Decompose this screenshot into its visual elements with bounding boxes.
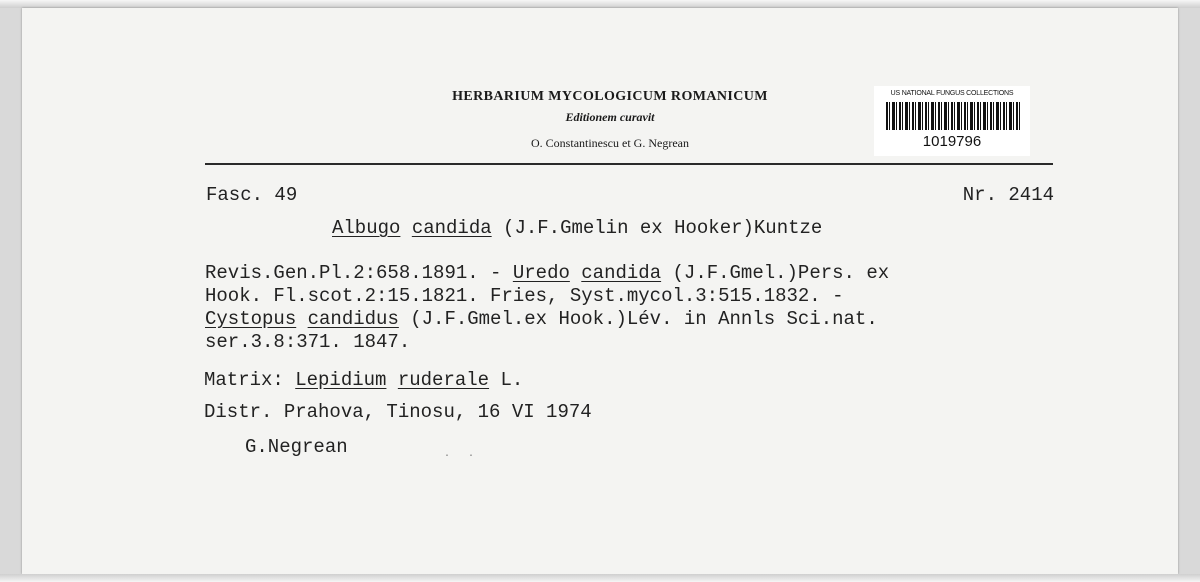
scan-bottom-edge [0,574,1200,582]
synonym-epithet-2: candidus [307,308,399,330]
species-genus: Albugo [332,217,401,239]
reference-line2: Hook. Fl.scot.2:15.1821. Fries, Syst.mycol.3:515.1832. - [205,285,844,307]
host-authority: L. [489,369,524,391]
matrix-prefix: Matrix: [204,369,296,391]
barcode-caption: US NATIONAL FUNGUS COLLECTIONS [890,90,1014,97]
scan-top-edge [0,0,1200,8]
barcode-label [874,86,1030,156]
fascicle-number: Fasc. 49 [206,184,298,206]
species-name [332,217,822,240]
host-epithet: ruderale [397,369,490,391]
distribution-line: Distr. Prahova, Tinosu, 16 VI 1974 [204,401,592,423]
species-epithet: candida [411,217,492,239]
matrix-line [204,369,523,392]
reference-line4: ser.3.8:371. 1847. [205,331,411,353]
synonym-genus-2: Cystopus [205,308,297,330]
header-divider [205,163,1053,165]
barcode-number: 1019796 [922,133,982,150]
collector-name: G.Negrean [245,436,348,458]
specimen-number: Nr. 2414 [962,184,1054,206]
ink-specks: . . [444,449,481,460]
synonym-genus-1: Uredo [512,262,570,284]
reference-line1-start: Revis.Gen.Pl.2:658.1891. - [205,262,513,284]
nomenclature-reference [205,262,1075,354]
synonym-epithet-1: candida [581,262,662,284]
host-genus: Lepidium [295,369,387,391]
header-authors: O. Constantinescu et G. Negrean [531,136,689,150]
reference-line1-end: (J.F.Gmel.)Pers. ex [661,262,890,284]
barcode-icon [886,102,1020,130]
header-title: HERBARIUM MYCOLOGICUM ROMANICUM [452,89,768,104]
header-subtitle: Editionem curavit [565,110,655,124]
reference-line3-end: (J.F.Gmel.ex Hook.)Lév. in Annls Sci.nat. [398,308,878,330]
species-authority: (J.F.Gmelin ex Hooker)Kuntze [491,217,823,239]
